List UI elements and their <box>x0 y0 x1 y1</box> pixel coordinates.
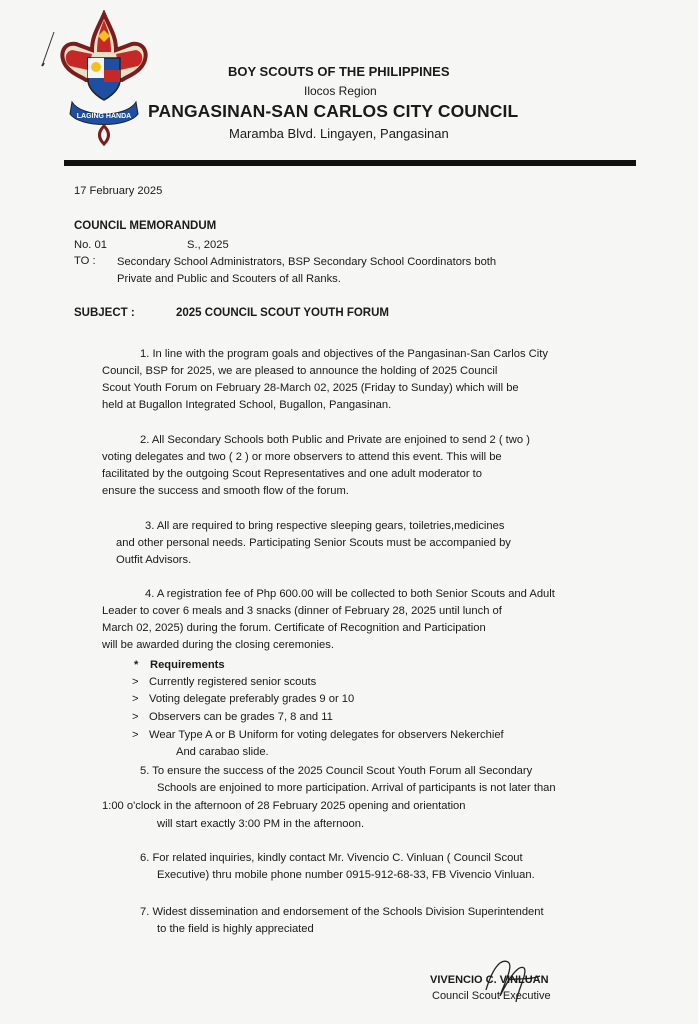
paragraph-line: 4. A registration fee of Php 600.00 will be collected to both Senior Scouts and Adult <box>145 588 555 600</box>
memo-number: No. 01 <box>74 239 107 251</box>
paragraph-line: and other personal needs. Participating Senior Scouts must be accompanied by <box>116 537 511 549</box>
requirement-item: Wear Type A or B Uniform for voting delegates for observers Nekerchief <box>149 729 504 741</box>
signatory-title: Council Scout Executive <box>432 990 551 1002</box>
paragraph-line: held at Bugallon Integrated School, Bugallon, Pangasinan. <box>102 399 392 411</box>
to-label: TO : <box>74 255 96 267</box>
paragraph-line: Schools are enjoined to more participation. Arrival of participants is not later than <box>157 782 556 794</box>
paragraph-line: will start exactly 3:00 PM in the afternoon. <box>157 818 365 830</box>
paragraph-line: 2. All Secondary Schools both Public and Private are enjoined to send 2 ( two ) <box>140 434 530 446</box>
paragraph-line: Scout Youth Forum on February 28-March 02, 2025 (Friday to Sunday) which will be <box>102 382 519 394</box>
council-address: Maramba Blvd. Lingayen, Pangasinan <box>229 126 449 141</box>
paragraph-line: Leader to cover 6 meals and 3 snacks (dinner of February 28, 2025 until lunch of <box>102 605 502 617</box>
recipients-line: Private and Public and Scouters of all Ranks. <box>117 273 341 285</box>
paragraph-line: to the field is highly appreciated <box>157 923 314 935</box>
paragraph-line: 5. To ensure the success of the 2025 Council Scout Youth Forum all Secondary <box>140 765 533 777</box>
requirement-item: And carabao slide. <box>176 746 269 758</box>
paragraph-line: ensure the success and smooth flow of the forum. <box>102 485 349 497</box>
header-divider <box>64 160 636 166</box>
recipients-line: Secondary School Administrators, BSP Secondary School Coordinators both <box>117 256 497 268</box>
list-marker: > <box>132 711 139 723</box>
organization-name: BOY SCOUTS OF THE PHILIPPINES <box>228 64 450 79</box>
requirement-item: Voting delegate preferably grades 9 or 10 <box>149 693 355 705</box>
subject-text: 2025 COUNCIL SCOUT YOUTH FORUM <box>176 307 389 319</box>
memo-date: 17 February 2025 <box>74 185 163 197</box>
paragraph-line: Outfit Advisors. <box>116 554 192 566</box>
paragraph-line: Executive) thru mobile phone number 0915-912-68-33, FB Vivencio Vinluan. <box>157 869 535 881</box>
paragraph-line: March 02, 2025) during the forum. Certificate of Recognition and Participation <box>102 622 486 634</box>
paragraph-line: 6. For related inquiries, kindly contact Mr. Vivencio C. Vinluan ( Council Scout <box>140 852 523 864</box>
paragraph-line: 3. All are required to bring respective sleeping gears, toiletries,medicines <box>145 520 505 532</box>
paragraph-line: 1:00 o'clock in the afternoon of 28 February 2025 opening and orientation <box>102 800 466 812</box>
requirements-title: Requirements <box>150 659 225 671</box>
list-marker: > <box>132 693 139 705</box>
council-name: PANGASINAN-SAN CARLOS CITY COUNCIL <box>148 101 519 121</box>
signatory-name: VIVENCIO C. VINLUAN <box>430 974 549 986</box>
pen-mark <box>38 30 60 70</box>
list-marker: > <box>132 676 139 688</box>
paragraph-line: Council, BSP for 2025, we are pleased to announce the holding of 2025 Council <box>102 365 498 377</box>
list-marker: > <box>132 729 139 741</box>
paragraph-line: facilitated by the outgoing Scout Representatives and one adult moderator to <box>102 468 482 480</box>
paragraph-line: voting delegates and two ( 2 ) or more observers to attend this event. This will be <box>102 451 502 463</box>
memo-series: S., 2025 <box>187 239 229 251</box>
bsp-logo <box>58 10 150 148</box>
memo-title: COUNCIL MEMORANDUM <box>74 220 217 232</box>
paragraph-line: 1. In line with the program goals and objectives of the Pangasinan-San Carlos City <box>140 348 548 360</box>
requirement-item: Currently registered senior scouts <box>149 676 317 688</box>
paragraph-line: will be awarded during the closing ceremonies. <box>102 639 334 651</box>
subject-label: SUBJECT : <box>74 307 135 319</box>
region-name: Ilocos Region <box>304 84 377 98</box>
logo-motto: LAGING HANDA <box>76 113 132 120</box>
bullet-marker: * <box>134 659 139 671</box>
paragraph-line: 7. Widest dissemination and endorsement of the Schools Division Superintendent <box>140 906 544 918</box>
requirement-item: Observers can be grades 7, 8 and 11 <box>149 711 333 723</box>
